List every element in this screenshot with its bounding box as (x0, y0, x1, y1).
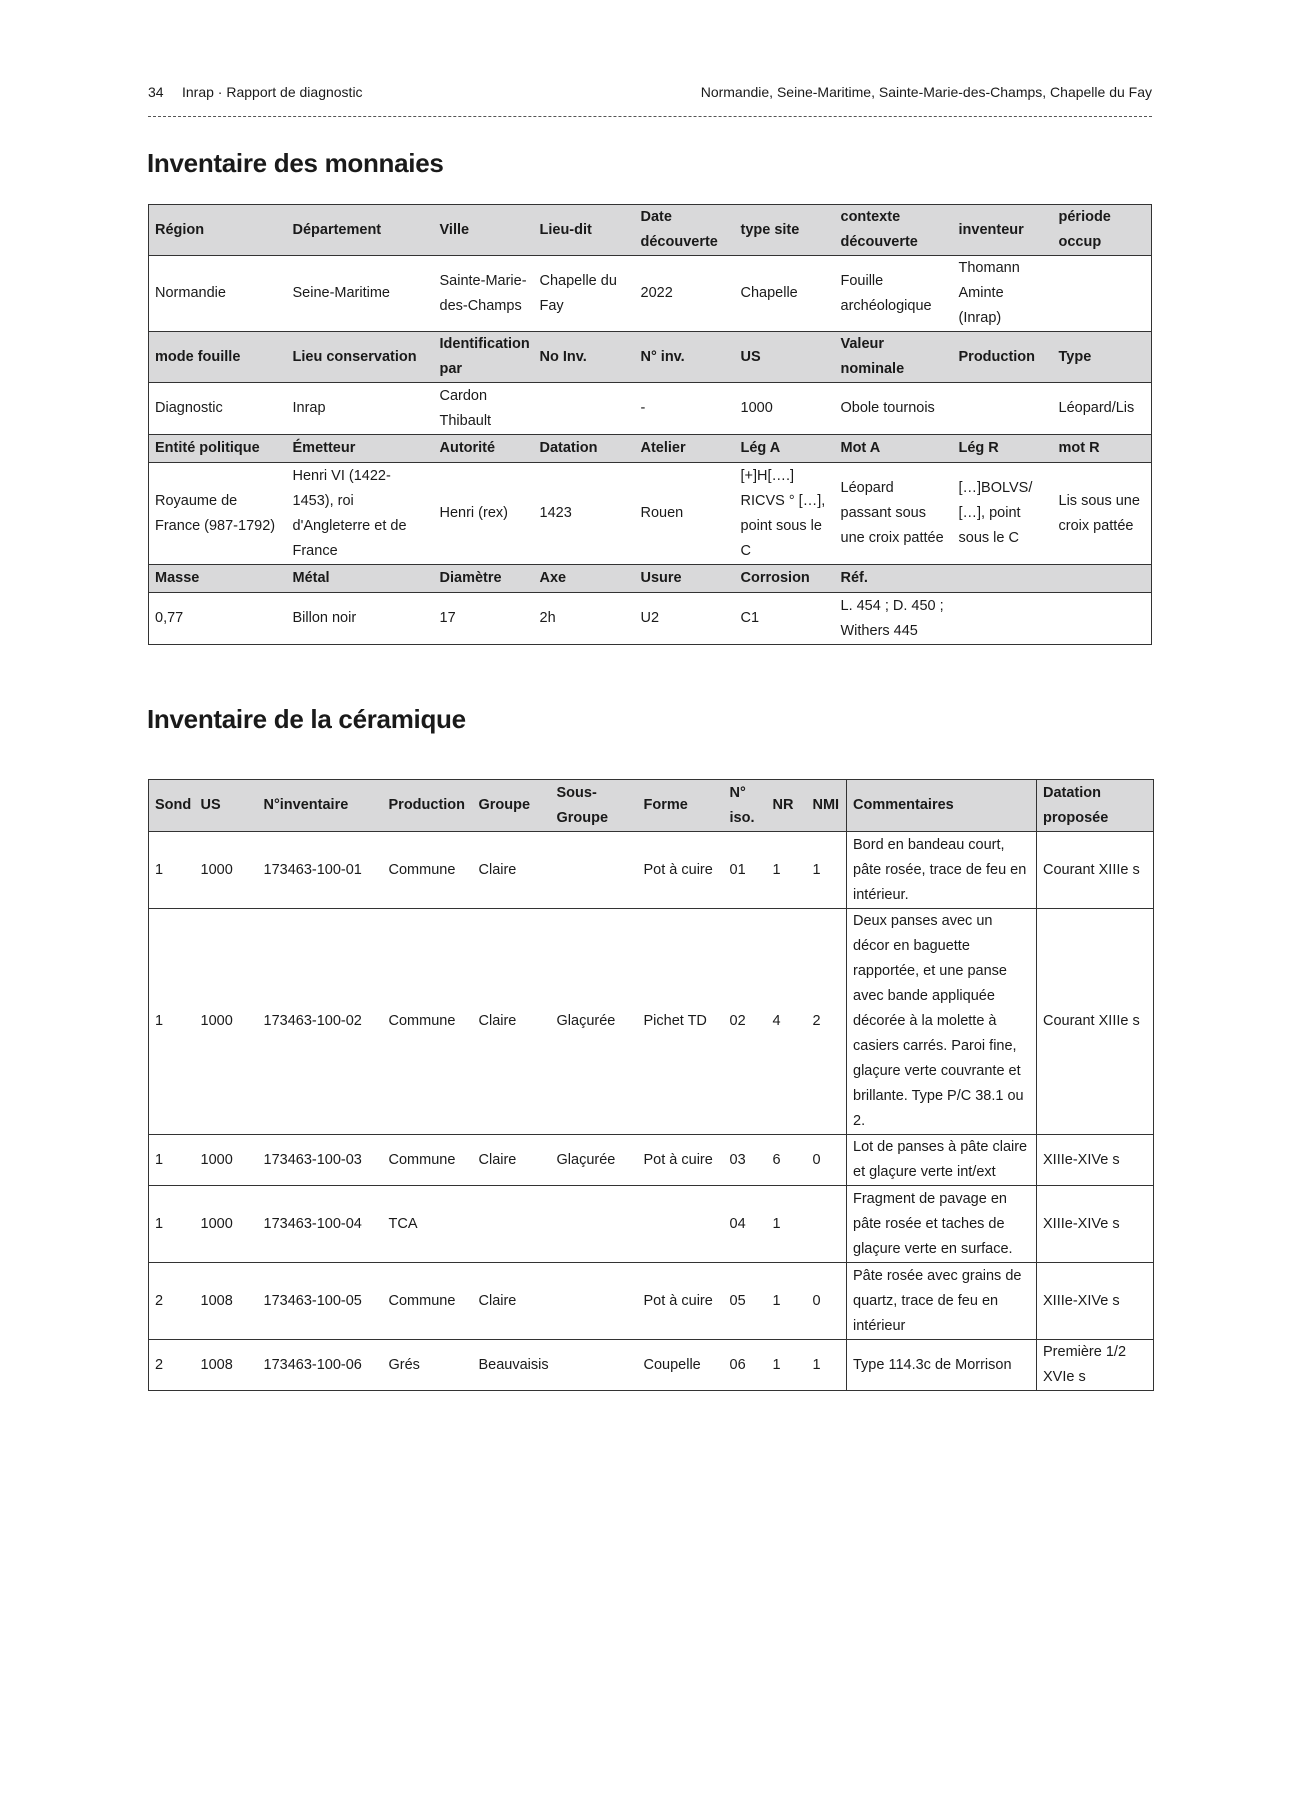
coins-header-cell: Ville (434, 205, 534, 256)
ceramics-cell: 04 (729, 1215, 746, 1232)
coins-value-cell: [+]H[….] RICVS ° […], point sous le C (740, 467, 826, 559)
ceramics-cell: 01 (729, 861, 746, 878)
coins-value-cell: - (640, 400, 646, 416)
ceramics-cell: 173463-100-01 (263, 861, 362, 878)
coins-value-cell: C1 (740, 610, 760, 626)
ceramics-cell: 2 (812, 1013, 821, 1029)
coins-header-cell: Valeur nominale (835, 332, 953, 383)
ceramics-cell: 173463-100-03 (263, 1151, 362, 1168)
coins-header-cell: Date découverte (635, 205, 735, 256)
coins-inventory-table (148, 204, 1152, 645)
coins-value-cell: Obole tournois (840, 400, 935, 416)
coins-header-cell: Diamètre (434, 565, 534, 593)
coins-value-cell: Seine-Maritime (292, 285, 390, 301)
ceramics-cell: XIIIe-XIVe s (1043, 1215, 1120, 1232)
table-row (149, 1135, 1154, 1186)
ceramics-cell: 1000 (200, 1013, 233, 1029)
ceramics-header-cell: N° iso. (724, 780, 767, 832)
coins-value-cell: Henri VI (1422-1453), roi d'Angleterre et de France (292, 467, 407, 559)
ceramics-cell: Claire (478, 861, 517, 878)
ceramics-cell: 1008 (200, 1292, 233, 1309)
ceramics-cell: Pot à cuire (643, 861, 713, 878)
coins-value-cell: Royaume de France (987-1792) (155, 492, 276, 534)
coins-value-cell (953, 593, 1053, 645)
coins-header-cell: Métal (287, 565, 434, 593)
table-row (149, 909, 1154, 1135)
ceramics-cell: Pichet TD (643, 1013, 707, 1029)
ceramics-cell: 05 (729, 1292, 746, 1309)
ceramics-cell: Commune (388, 1292, 456, 1309)
page-number: 34 (148, 84, 164, 100)
coins-header-cell: Lieu conservation (287, 332, 434, 383)
coins-header-cell: Lég R (953, 435, 1053, 463)
ceramics-header-cell: Datation proposée (1037, 780, 1154, 832)
ceramics-cell (551, 1186, 638, 1263)
ceramics-header-cell: N°inventaire (258, 780, 383, 832)
ceramics-header-cell: US (195, 780, 258, 832)
coins-value-cell: Fouille archéologique (840, 272, 932, 314)
ceramics-cell: 173463-100-06 (263, 1356, 362, 1373)
coins-value-cell: L. 454 ; D. 450 ; Withers 445 (840, 597, 944, 639)
ceramics-cell: Courant XIIIe s (1043, 861, 1140, 878)
ceramics-cell: 173463-100-05 (263, 1292, 362, 1309)
coins-value-cell: Sainte-Marie-des-Champs (439, 272, 527, 314)
coins-value-cell: 2h (539, 610, 556, 626)
coins-header-cell: Autorité (434, 435, 534, 463)
ceramics-cell: 173463-100-02 (263, 1013, 362, 1029)
coins-header-row (149, 205, 1152, 256)
ceramics-cell: 1000 (200, 861, 233, 878)
ceramics-header-cell: Forme (638, 780, 724, 832)
ceramics-cell: 1000 (200, 1215, 233, 1232)
ceramics-cell: Grés (388, 1356, 420, 1373)
ceramics-cell: Pâte rosée avec grains de quartz, trace de feu en intérieur (847, 1263, 1037, 1340)
site-location: Normandie, Seine-Maritime, Sainte-Marie-des-Champs, Chapelle du Fay (700, 84, 1152, 100)
coins-header-cell: US (735, 332, 835, 383)
coins-header-cell: mode fouille (149, 332, 287, 383)
ceramics-cell: 1 (155, 1151, 164, 1168)
coins-header-cell: Production (953, 332, 1053, 383)
ceramics-header-cell: Commentaires (847, 780, 1037, 832)
coins-header-row (149, 565, 1152, 593)
ceramics-cell: Commune (388, 861, 456, 878)
ceramics-cell: Première 1/2 XVIe s (1043, 1344, 1127, 1385)
coins-header-cell (953, 565, 1053, 593)
ceramics-inventory-table (148, 779, 1154, 1391)
coins-value-cell: Inrap (292, 400, 326, 416)
ceramics-cell: Lot de panses à pâte claire et glaçure verte int/ext (847, 1135, 1037, 1186)
coins-header-cell: Réf. (835, 565, 953, 593)
ceramics-cell: Glaçurée (556, 1013, 616, 1029)
coins-value-cell (1053, 256, 1152, 332)
coins-value-row (149, 463, 1152, 565)
ceramics-cell: XIIIe-XIVe s (1043, 1292, 1120, 1309)
coins-value-cell: Henri (rex) (439, 505, 508, 521)
coins-value-cell: 17 (439, 610, 456, 626)
coins-value-cell: 1423 (539, 505, 572, 521)
coins-header-cell: type site (735, 205, 835, 256)
ceramics-header-cell: Sond (149, 780, 195, 832)
coins-header-cell (1053, 565, 1152, 593)
ceramics-header-cell: NMI (807, 780, 847, 832)
header-divider (148, 116, 1152, 117)
ceramics-cell: Claire (478, 1292, 517, 1309)
ceramics-cell: 1 (155, 1215, 164, 1232)
ceramics-cell: 1 (772, 861, 781, 878)
ceramics-cell: XIIIe-XIVe s (1043, 1151, 1120, 1168)
coins-value-cell: […]BOLVS/ […], point sous le C (958, 480, 1033, 546)
ceramics-cell (638, 1186, 724, 1263)
table-row (149, 1340, 1154, 1391)
coins-header-cell: Corrosion (735, 565, 835, 593)
ceramics-cell: 1 (155, 1013, 164, 1029)
coins-header-cell: inventeur (953, 205, 1053, 256)
table-row (149, 1263, 1154, 1340)
coins-value-cell: Léopard passant sous une croix pattée (840, 480, 944, 546)
coins-value-cell (953, 383, 1053, 435)
ceramics-header-cell: NR (767, 780, 807, 832)
ceramics-cell: 4 (772, 1013, 781, 1029)
ceramics-cell: 06 (729, 1356, 746, 1373)
ceramics-cell: 1 (772, 1215, 781, 1232)
ceramics-cell: TCA (388, 1215, 418, 1232)
ceramics-cell: Fragment de pavage en pâte rosée et taches de glaçure verte en surface. (847, 1186, 1037, 1263)
ceramics-cell (807, 1186, 847, 1263)
coins-header-cell: Datation (534, 435, 635, 463)
ceramics-cell: Commune (388, 1151, 456, 1168)
coins-value-cell (534, 383, 635, 435)
ceramics-cell: Claire (478, 1013, 517, 1029)
table-row (149, 832, 1154, 909)
ceramics-cell: 2 (155, 1292, 164, 1309)
ceramics-cell: Courant XIIIe s (1043, 1013, 1140, 1029)
ceramics-cell: Commune (388, 1013, 456, 1029)
coins-value-cell: Chapelle (740, 285, 798, 301)
coins-header-cell: Entité politique (149, 435, 287, 463)
coins-value-cell: U2 (640, 610, 660, 626)
coins-value-row (149, 256, 1152, 332)
ceramics-cell (551, 832, 638, 909)
ceramics-cell: 2 (155, 1356, 164, 1373)
coins-value-cell: 2022 (640, 285, 673, 301)
coins-header-cell: No Inv. (534, 332, 635, 383)
coins-header-cell: N° inv. (635, 332, 735, 383)
coins-value-cell: Normandie (155, 285, 226, 301)
coins-header-cell: Axe (534, 565, 635, 593)
coins-header-cell: Lég A (735, 435, 835, 463)
coins-value-cell: 0,77 (155, 610, 184, 626)
ceramics-cell: 1008 (200, 1356, 233, 1373)
ceramics-cell: 6 (772, 1151, 781, 1168)
ceramics-cell: 1 (812, 1356, 821, 1373)
coins-value-cell: Rouen (640, 505, 684, 521)
coins-header-cell: Émetteur (287, 435, 434, 463)
coins-header-cell: Identification par (434, 332, 534, 383)
coins-value-row (149, 383, 1152, 435)
ceramics-cell (551, 1263, 638, 1340)
ceramics-header-row (149, 780, 1154, 832)
coins-header-cell: Masse (149, 565, 287, 593)
ceramics-section-title: Inventaire de la céramique (147, 704, 466, 734)
coins-value-cell: Thomann Aminte (Inrap) (958, 260, 1020, 326)
ceramics-cell: Beauvaisis (478, 1356, 549, 1373)
ceramics-cell: Type 114.3c de Morrison (847, 1340, 1037, 1391)
coins-header-cell: Région (149, 205, 287, 256)
coins-value-cell: Billon noir (292, 610, 357, 626)
ceramics-cell: 1 (812, 861, 821, 878)
coins-header-cell: Département (287, 205, 434, 256)
ceramics-cell: 1000 (200, 1151, 233, 1168)
ceramics-cell: Claire (478, 1151, 517, 1168)
coins-section-title: Inventaire des monnaies (147, 148, 444, 178)
ceramics-cell: 0 (812, 1151, 821, 1168)
coins-header-cell: Usure (635, 565, 735, 593)
ceramics-cell (473, 1186, 551, 1263)
coins-value-cell: 1000 (740, 400, 773, 416)
ceramics-cell: 03 (729, 1151, 746, 1168)
ceramics-cell: Pot à cuire (643, 1292, 713, 1309)
ceramics-cell: 173463-100-04 (263, 1215, 362, 1232)
coins-header-cell: Lieu-dit (534, 205, 635, 256)
ceramics-cell: Deux panses avec un décor en baguette rapportée, et une panse avec bande appliquée décorée à la molette à casiers carrés. Paroi fine, glaçure verte couvrante et brillante. Type P/C 38.1 ou 2. (847, 909, 1037, 1135)
ceramics-cell: 1 (772, 1292, 781, 1309)
coins-value-cell: Lis sous une croix pattée (1058, 492, 1140, 534)
ceramics-cell: 1 (155, 861, 164, 878)
coins-header-row (149, 332, 1152, 383)
coins-header-cell: Type (1053, 332, 1152, 383)
ceramics-cell: Bord en bandeau court, pâte rosée, trace de feu en intérieur. (847, 832, 1037, 909)
coins-header-row (149, 435, 1152, 463)
coins-header-cell: Mot A (835, 435, 953, 463)
coins-value-cell (1053, 593, 1152, 645)
ceramics-cell: Glaçurée (556, 1151, 616, 1168)
coins-header-cell: période occup (1053, 205, 1152, 256)
coins-header-cell: Atelier (635, 435, 735, 463)
ceramics-cell: 02 (729, 1013, 746, 1029)
coins-value-cell: Chapelle du Fay (539, 272, 617, 314)
coins-value-cell: Cardon Thibault (439, 387, 492, 429)
ceramics-header-cell: Sous-Groupe (551, 780, 638, 832)
table-row (149, 1186, 1154, 1263)
coins-value-row (149, 593, 1152, 645)
ceramics-cell: Pot à cuire (643, 1151, 713, 1168)
coins-header-cell: contexte découverte (835, 205, 953, 256)
ceramics-header-cell: Production (383, 780, 473, 832)
ceramics-cell: 1 (772, 1356, 781, 1373)
coins-header-cell: mot R (1053, 435, 1152, 463)
publication-title: Inrap · Rapport de diagnostic (182, 84, 363, 100)
coins-value-cell: Diagnostic (155, 400, 223, 416)
ceramics-cell (551, 1340, 638, 1391)
ceramics-cell: 0 (812, 1292, 821, 1309)
ceramics-cell: Coupelle (643, 1356, 701, 1373)
coins-value-cell: Léopard/Lis (1058, 400, 1135, 416)
ceramics-header-cell: Groupe (473, 780, 551, 832)
running-header (148, 84, 1152, 106)
